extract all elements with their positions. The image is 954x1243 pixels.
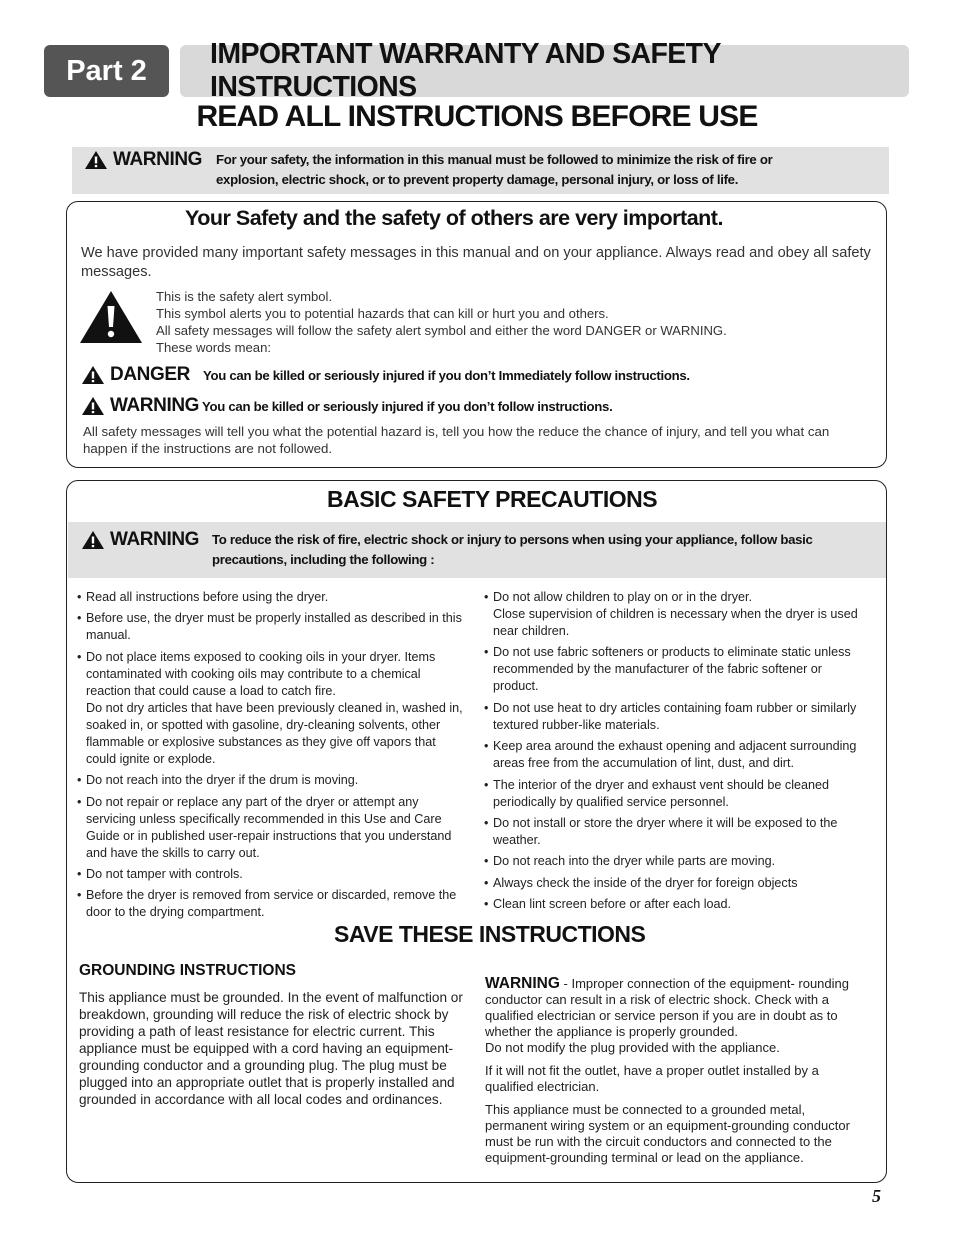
list-item-text: Do not use fabric softeners or products to eliminate static unless recommended by the manufacturer of the fabric softener or product. xyxy=(493,645,851,694)
list-item-text: Do not reach into the dryer if the drum is moving. xyxy=(86,773,359,788)
precautions-warning-line-2: precautions, including the following : xyxy=(212,552,435,567)
grounding-warning-label: WARNING xyxy=(485,975,560,992)
precautions-warning-text xyxy=(212,530,813,570)
page-number: 5 xyxy=(872,1186,881,1206)
symbol-line-1: This is the safety alert symbol. xyxy=(156,289,333,304)
grounding-title: GROUNDING INSTRUCTIONS xyxy=(79,962,296,979)
list-item-text: Do not repair or replace any part of the dryer or attempt any servicing unless specifically recommended in this Use and Care Guide or in published user-repair instructions that you understand and have the skills to carry out. xyxy=(86,794,452,860)
danger-text: You can be killed or seriously injured if you don’t Immediately follow instructions. xyxy=(203,368,690,383)
section-title-bar xyxy=(180,38,909,103)
precautions-left-list xyxy=(77,589,465,926)
list-item-text: Do not install or store the dryer where it will be exposed to the weather. xyxy=(493,815,838,847)
list-item-text: Clean lint screen before or after each load. xyxy=(493,897,732,912)
safety-intro: We have provided many important safety messages in this manual and on your appliance. Always read and obey all safety messages. xyxy=(81,245,871,280)
safety-symbol-explanation xyxy=(156,288,727,356)
grounding-warning-column xyxy=(485,976,870,1173)
list-item xyxy=(484,644,869,695)
grounding-warning-text-2: Do not modify the plug provided with the appliance. xyxy=(485,1040,780,1055)
symbol-line-2: This symbol alerts you to potential hazards that can kill or hurt you and others. xyxy=(156,306,609,321)
list-item xyxy=(484,777,869,811)
list-item xyxy=(77,610,465,644)
list-item xyxy=(77,589,465,606)
list-item xyxy=(77,866,465,883)
list-item xyxy=(77,794,465,862)
list-item-subtext: Do not dry articles that have been previously cleaned in, washed in, soaked in, or spotted with gasoline, dry-cleaning solvents, other flammable or explosive substances as they give off vapors that could ignite or explode. xyxy=(86,700,463,766)
list-item-text: Always check the inside of the dryer for foreign objects xyxy=(493,875,798,890)
danger-word: DANGER xyxy=(110,364,190,385)
grounding-body: This appliance must be grounded. In the event of malfunction or breakdown, grounding will reduce the risk of electric shock by providing a path of least resistance for electric current. This appliance must be equipped with a cord having an equipment-grounding conductor and a grounding plug. The plug must be plugged into an appropriate outlet that is properly installed and grounded in accordance with all local codes and ordinances. xyxy=(79,990,463,1107)
list-item-text: Before the dryer is removed from service or discarded, remove the door to the drying compartment. xyxy=(86,888,457,920)
safety-warning-word: WARNING xyxy=(110,395,200,416)
part-tab xyxy=(44,45,169,97)
grounding-para-2: If it will not fit the outlet, have a proper outlet installed by a qualified electrician. xyxy=(485,1063,819,1094)
top-warning-line-1: For your safety, the information in this manual must be followed to minimize the risk of fire or xyxy=(216,152,773,167)
list-item xyxy=(77,772,465,789)
list-item xyxy=(484,875,869,892)
list-item-text: Do not reach into the dryer while parts are moving. xyxy=(493,854,776,869)
list-item-text: The interior of the dryer and exhaust vent should be cleaned periodically by qualified service personnel. xyxy=(493,777,830,809)
top-warning-word: WARNING xyxy=(113,149,203,170)
safety-warning-label xyxy=(81,395,199,417)
list-item xyxy=(484,700,869,734)
main-heading: READ ALL INSTRUCTIONS BEFORE USE xyxy=(196,100,758,133)
precautions-right-list xyxy=(484,589,869,918)
list-item xyxy=(77,887,465,921)
grounding-warning-paragraph xyxy=(485,976,870,1056)
warning-triangle-icon xyxy=(81,365,105,385)
section-title: IMPORTANT WARRANTY AND SAFETY INSTRUCTIONS xyxy=(210,38,721,103)
precautions-warning-line-1: To reduce the risk of fire, electric shock or injury to persons when using your appliance, follow basic xyxy=(212,532,813,547)
warning-triangle-icon xyxy=(84,150,108,170)
list-item xyxy=(484,815,869,849)
list-item-text: Do not use heat to dry articles containing foam rubber or similarly textured rubber-like materials. xyxy=(493,700,857,732)
grounding-para-3: This appliance must be connected to a grounded metal, permanent wiring system or an equipment-grounding conductor must be run with the circuit conductors and connected to the equipment-grounding terminal or lead on the appliance. xyxy=(485,1102,850,1165)
list-item-text: Keep area around the exhaust opening and adjacent surrounding areas free from the accumulation of lint, dust, and dirt. xyxy=(493,739,857,771)
warning-triangle-icon xyxy=(81,530,105,550)
safety-warning-text: You can be killed or seriously injured if you don’t follow instructions. xyxy=(202,399,613,414)
list-item xyxy=(484,853,869,870)
precautions-title: BASIC SAFETY PRECAUTIONS xyxy=(327,486,658,512)
list-item xyxy=(484,738,869,772)
list-item-text: Read all instructions before using the dryer. xyxy=(86,590,329,604)
precautions-warning-label xyxy=(81,529,199,551)
list-item xyxy=(484,896,869,913)
save-instructions-heading: SAVE THESE INSTRUCTIONS xyxy=(334,921,646,947)
part-label: Part 2 xyxy=(66,54,147,87)
list-item xyxy=(77,649,465,768)
list-item xyxy=(484,589,869,640)
top-warning-line-2: explosion, electric shock, or to prevent property damage, personal injury, or loss of life. xyxy=(216,172,739,187)
list-item-text: Do not place items exposed to cooking oils in your dryer. Items contaminated with cooking oils may contribute to a chemical reaction that could cause a load to catch fire. xyxy=(86,649,436,698)
list-item-subtext: Close supervision of children is necessary when the dryer is used near children. xyxy=(493,607,858,638)
warning-triangle-icon xyxy=(81,396,105,416)
list-item-text: Do not allow children to play on or in the dryer. xyxy=(493,590,753,604)
list-item-text: Do not tamper with controls. xyxy=(86,866,243,881)
grounding-warning-text: - Improper connection of the equipment- rounding conductor can result in a risk of electric shock. Check with a qualified electrician or service person if you are in doubt as to whether the appliance is properly grounded. xyxy=(485,976,849,1039)
top-warning-text xyxy=(216,150,772,190)
symbol-line-4: These words mean: xyxy=(156,340,271,355)
list-item-text: Before use, the dryer must be properly installed as described in this manual. xyxy=(86,611,462,643)
top-warning-label xyxy=(84,149,202,171)
safety-box-title: Your Safety and the safety of others are very important. xyxy=(185,206,723,230)
safety-alert-symbol-icon xyxy=(78,289,144,345)
danger-label xyxy=(81,364,190,386)
symbol-line-3: All safety messages will follow the safety alert symbol and either the word DANGER or WARNING. xyxy=(156,323,727,338)
all-messages-text: All safety messages will tell you what the potential hazard is, tell you how the reduce the chance of injury, and tell you what can happen if the instructions are not followed. xyxy=(83,424,830,456)
precautions-warning-word: WARNING xyxy=(110,529,200,550)
